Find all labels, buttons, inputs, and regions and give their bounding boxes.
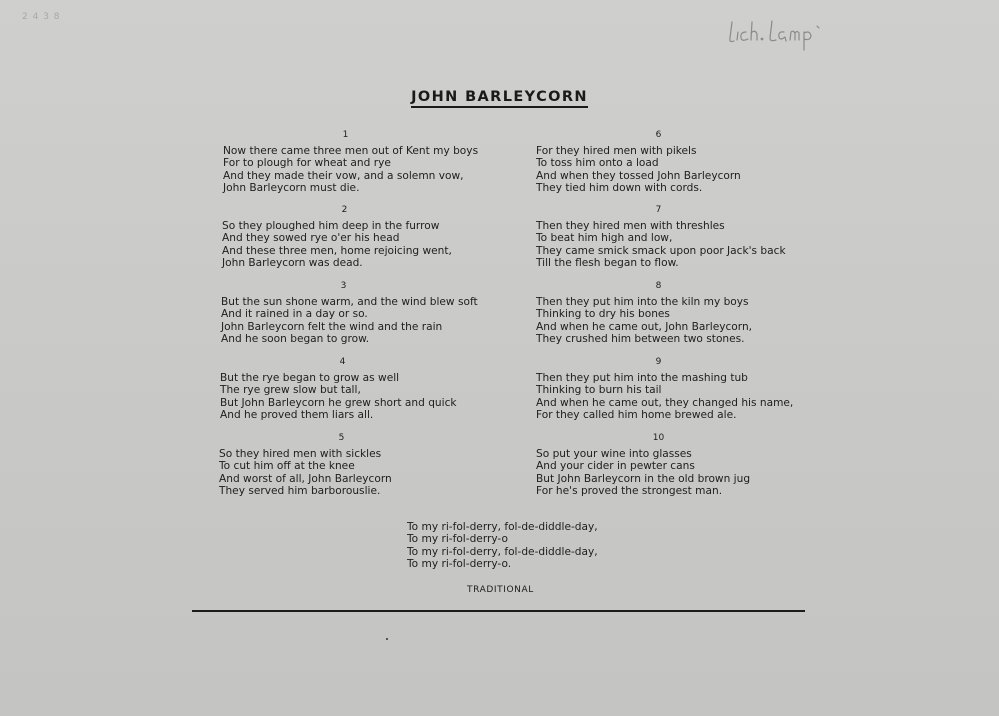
verse-line: And they made their vow, and a solemn vow, — [223, 169, 464, 182]
verse-number: 4 — [339, 357, 346, 367]
verse-line: For to plough for wheat and rye — [223, 157, 391, 170]
verse-line: They served him barborouslie. — [219, 485, 381, 498]
verse-7 — [536, 205, 836, 270]
verse-line: But John Barleycorn he grew short and quick — [220, 396, 457, 409]
verse-number: 9 — [655, 357, 662, 367]
verse-number: 7 — [655, 205, 662, 215]
verse-line: And when they tossed John Barleycorn — [536, 169, 741, 182]
verse-line: But the rye began to grow as well — [220, 372, 400, 384]
verse-line: They came smick smack upon poor Jack's back — [536, 244, 786, 257]
verse-8 — [536, 281, 836, 346]
verse-line: And worst of all, John Barleycorn — [219, 472, 392, 485]
verse-number: 6 — [655, 130, 662, 140]
chorus-line: To my ri-fol-derry-o — [407, 533, 508, 546]
verse-line: And when he came out, they changed his name, — [536, 396, 794, 409]
verse-line: And it rained in a day or so. — [221, 308, 368, 321]
verse-number: 2 — [341, 205, 348, 215]
paper-speck — [386, 638, 388, 640]
verse-line: To toss him onto a load — [536, 157, 659, 170]
verse-line: To beat him high and low, — [536, 232, 673, 245]
verse-1 — [223, 130, 523, 195]
verse-2 — [222, 205, 522, 270]
verse-line: The rye grew slow but tall, — [220, 384, 361, 397]
handwritten-note — [724, 18, 836, 62]
verse-line: Now there came three men out of Kent my boys — [223, 145, 479, 157]
bottom-rule — [192, 610, 805, 612]
verse-line: They crushed him between two stones. — [536, 333, 745, 346]
verse-4 — [220, 357, 520, 422]
chorus-line: To my ri-fol-derry, fol-de-diddle-day, — [407, 521, 598, 533]
verse-line: For he's proved the strongest man. — [536, 485, 723, 498]
verse-6 — [536, 130, 836, 195]
verse-line: And he proved them liars all. — [220, 409, 374, 422]
verse-line: And they sowed rye o'er his head — [222, 232, 400, 245]
verse-number: 1 — [342, 130, 349, 140]
attribution: TRADITIONAL — [467, 585, 534, 595]
verse-line: They tied him down with cords. — [536, 182, 703, 195]
verse-line: So they hired men with sickles — [219, 448, 382, 460]
chorus — [407, 521, 598, 571]
verse-line: But the sun shone warm, and the wind blew soft — [221, 296, 478, 308]
song-title — [0, 86, 999, 108]
verse-line: And your cider in pewter cans — [536, 460, 695, 473]
verse-line: But John Barleycorn in the old brown jug — [536, 472, 751, 485]
verse-9 — [536, 357, 836, 422]
verse-line: And he soon began to grow. — [221, 333, 370, 346]
verse-line: John Barleycorn was dead. — [222, 257, 363, 270]
verse-line: Thinking to dry his bones — [536, 308, 670, 321]
verse-number: 3 — [340, 281, 347, 291]
chorus-line: To my ri-fol-derry, fol-de-diddle-day, — [407, 545, 598, 558]
verse-line: Thinking to burn his tail — [536, 384, 662, 397]
verse-3 — [221, 281, 521, 346]
verse-line: For they hired men with pikels — [536, 145, 697, 157]
verse-line: Till the flesh began to flow. — [536, 257, 679, 270]
verse-line: So they ploughed him deep in the furrow — [222, 220, 440, 232]
verse-line: To cut him off at the knee — [219, 460, 355, 473]
verse-line: And these three men, home rejoicing went, — [222, 244, 452, 257]
verse-line: John Barleycorn must die. — [223, 182, 360, 195]
verse-line: Then they hired men with threshles — [536, 220, 725, 232]
chorus-line: To my ri-fol-derry-o. — [407, 558, 512, 571]
verse-line: Then they put him into the kiln my boys — [536, 296, 749, 308]
verse-5 — [219, 433, 519, 498]
verse-line: And when he came out, John Barleycorn, — [536, 320, 753, 333]
verse-10 — [536, 433, 836, 498]
verse-line: So put your wine into glasses — [536, 448, 692, 460]
verse-line: Then they put him into the mashing tub — [536, 372, 748, 384]
corner-pencil-mark: 2 4 3 8 — [22, 12, 61, 22]
verse-number: 10 — [652, 433, 665, 443]
verse-number: 8 — [655, 281, 662, 291]
verse-line: John Barleycorn felt the wind and the rain — [221, 320, 443, 333]
verse-number: 5 — [338, 433, 345, 443]
verse-line: For they called him home brewed ale. — [536, 409, 737, 422]
song-title-text: JOHN BARLEYCORN — [411, 89, 588, 108]
